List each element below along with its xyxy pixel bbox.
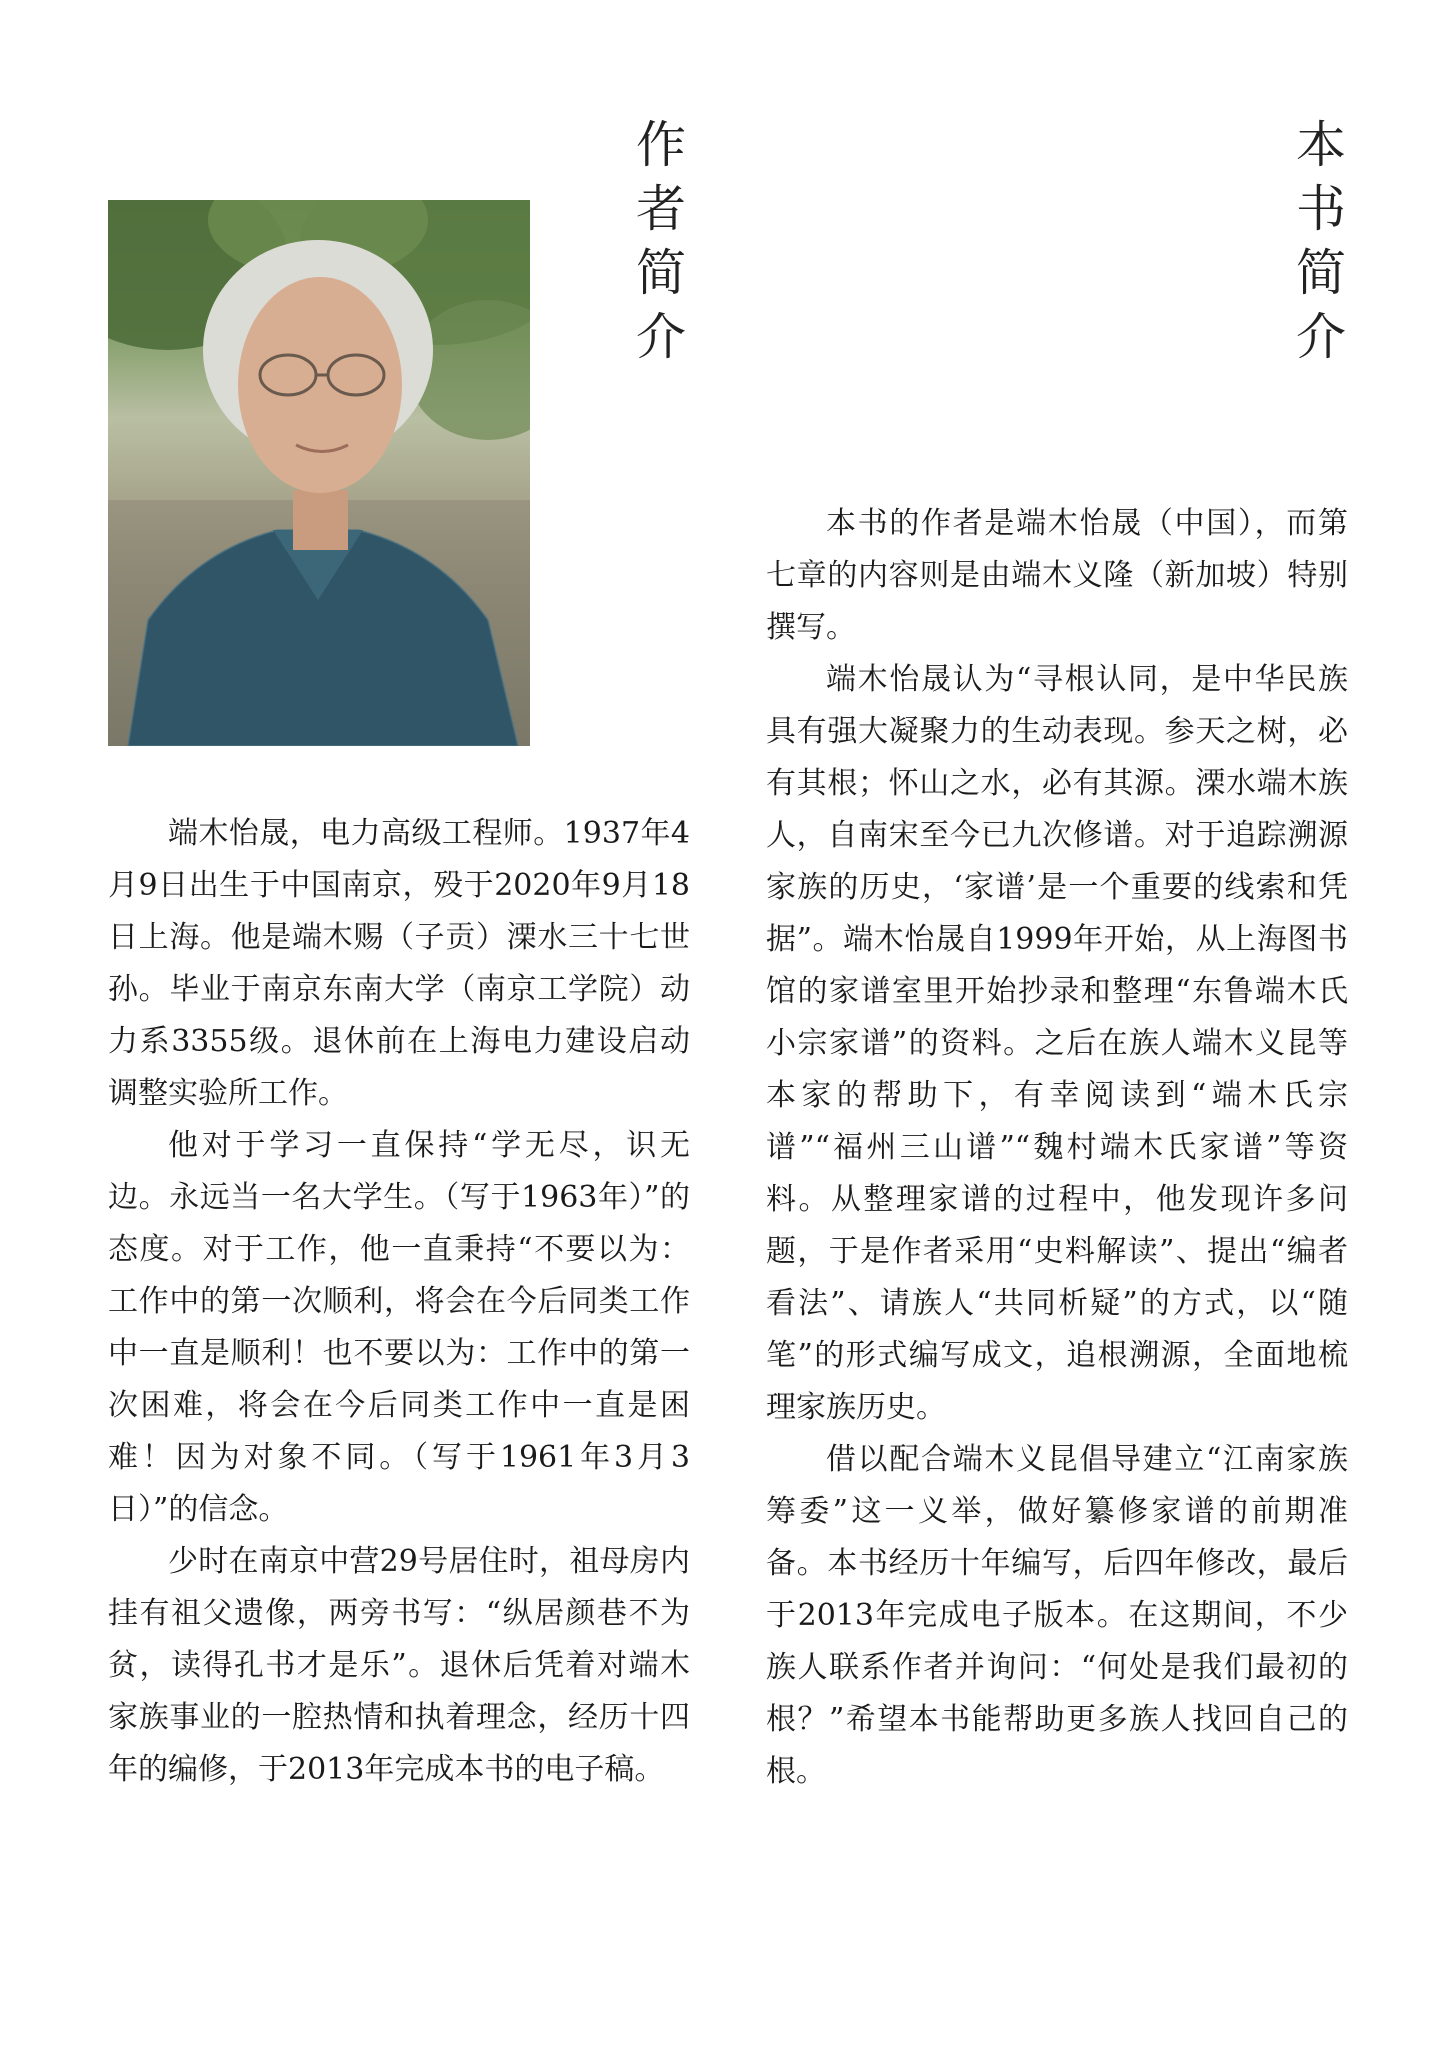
book-intro-paragraph: 本书的作者是端木怡晟（中国），而第七章的内容则是由端木义隆（新加坡）特别撰写。 — [766, 506, 1348, 645]
author-bio-paragraph: 他对于学习一直保持“学无尽，识无边。永远当一名大学生。（写于1963年）”的态度。对于工作，他一直秉持“不要以为：工作中的第一次顺利，将会在今后同类工作中一直是顺利！也不要以为：工作中的第一次困难，将会在今后同类工作中一直是困难！因为对象不同。（写于1961年3月3日）”的信念。 — [108, 1128, 690, 1527]
book-intro-paragraph: 借以配合端木义昆倡导建立“江南家族筹委”这一义举，做好纂修家谱的前期准备。本书经历十年编写，后四年修改，最后于2013年完成电子版本。在这期间，不少族人联系作者并询问：“何处是我们最初的根？”希望本书能帮助更多族人找回自己的根。 — [766, 1442, 1348, 1789]
author-bio — [108, 808, 690, 1796]
author-intro-title: 作者简介 — [628, 118, 686, 374]
author-photo — [108, 200, 530, 746]
book-intro — [766, 498, 1348, 1798]
author-bio-paragraph: 端木怡晟，电力高级工程师。1937年4月9日出生于中国南京，殁于2020年9月18日上海。他是端木赐（子贡）溧水三十七世孙。毕业于南京东南大学（南京工学院）动力系3355级。退休前在上海电力建设启动调整实验所工作。 — [108, 816, 690, 1111]
author-bio-paragraph: 少时在南京中营29号居住时，祖母房内挂有祖父遗像，两旁书写：“纵居颜巷不为贫，读得孔书才是乐”。退休后凭着对端木家族事业的一腔热情和执着理念，经历十四年的编修，于2013年完成本书的电子稿。 — [108, 1544, 690, 1787]
book-intro-title: 本书简介 — [1288, 118, 1346, 374]
book-intro-paragraph: 端木怡晟认为“寻根认同，是中华民族具有强大凝聚力的生动表现。参天之树，必有其根；怀山之水，必有其源。溧水端木族人，自南宋至今已九次修谱。对于追踪溯源家族的历史，‘家谱’是一个重要的线索和凭据”。端木怡晟自1999年开始，从上海图书馆的家谱室里开始抄录和整理“东鲁端木氏小宗家谱”的资料。之后在族人端木义昆等本家的帮助下，有幸阅读到“端木氏宗谱”“福州三山谱”“魏村端木氏家谱”等资料。从整理家谱的过程中，他发现许多问题，于是作者采用“史料解读”、提出“编者看法”、请族人“共同析疑”的方式，以“随笔”的形式编写成文，追根溯源，全面地梳理家族历史。 — [766, 662, 1348, 1425]
